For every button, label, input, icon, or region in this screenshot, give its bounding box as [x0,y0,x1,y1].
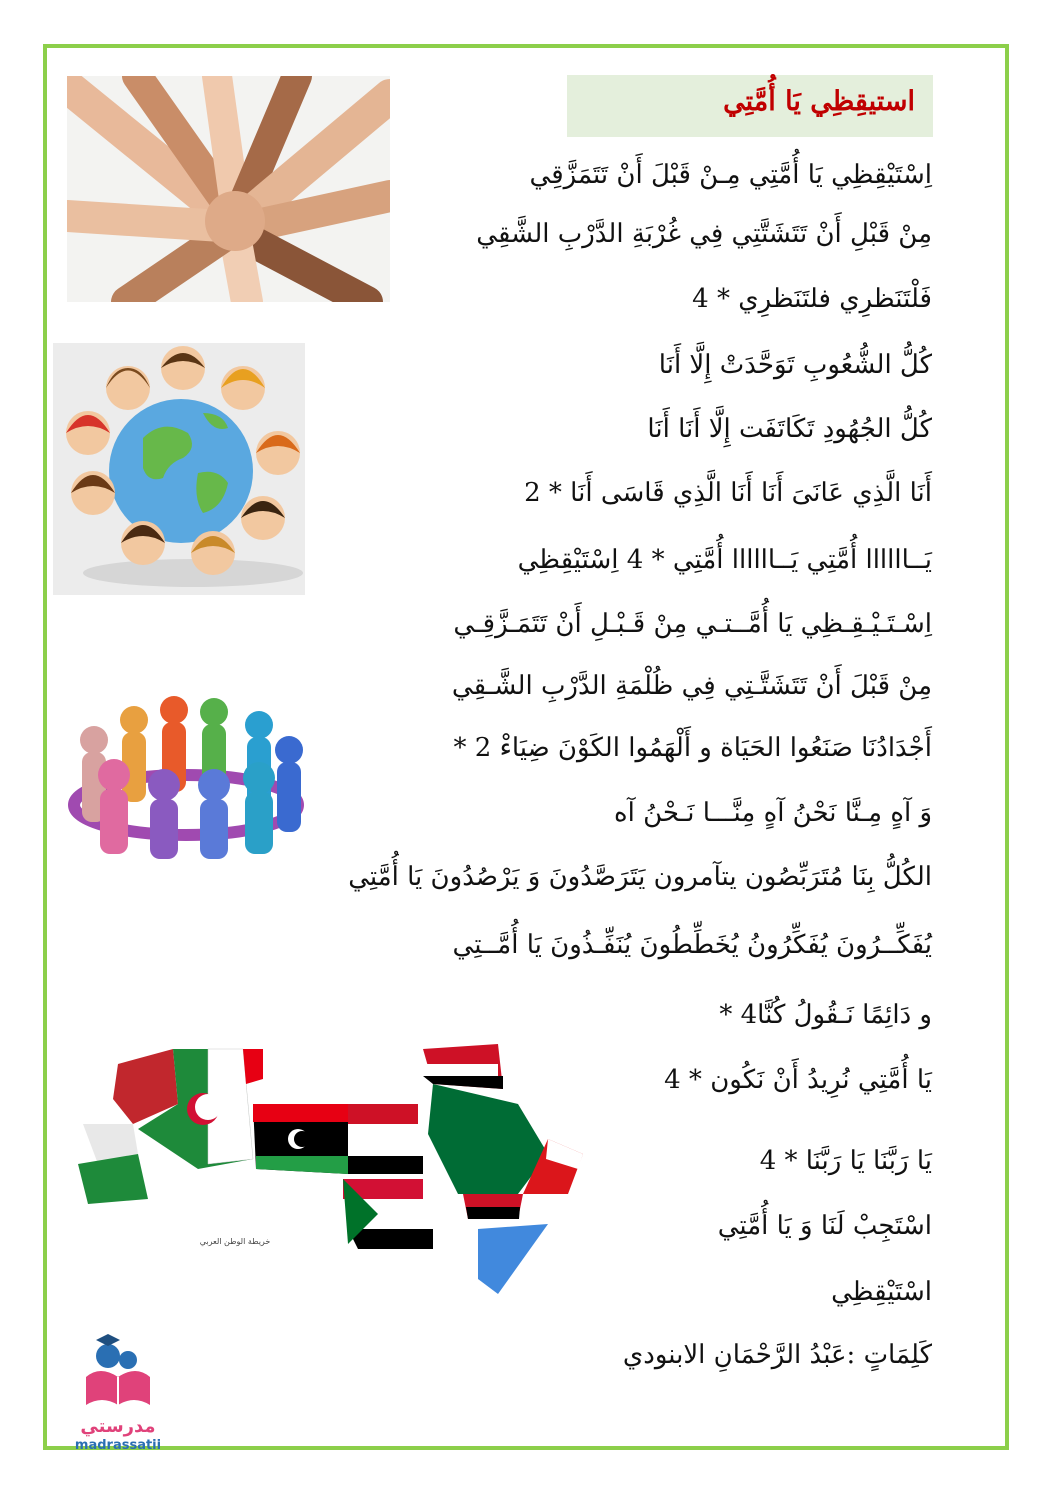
colorful-figures-circle-image [64,690,307,860]
poem-line: اسْتَجِبْ لَنَا وَ يَا أُمَّتِي [717,1211,932,1241]
poem-line: يَا أُمَّتِي نُرِيدُ أَنْ نَكُون * 4 [664,1065,932,1095]
logo-latin-text: madrassatii [74,1438,162,1453]
poem-line: أَجْدَادُنَا صَنَعُوا الحَيَاة و أَلْهَمُوا الكَوْنَ ضِيَاءْ 2 * [453,733,932,763]
children-around-globe-image [53,343,305,595]
poem-line: كُلُّ الشُّعُوبِ تَوَحَّدَتْ إِلَّا أَنَا [658,350,932,380]
poem-line: اِسْـتَـيْـقِـظِي يَا أُمَّــتـي مِنْ قَـبْـلِ أَنْ تَتَمَـزَّقِـي [453,609,932,639]
poem-line: مِنْ قَبْلِ أَنْ تَتَشَتَّتِي فِي غُرْبَةِ الدَّرْبِ الشَّقِي [476,219,932,249]
page-title: استيقِظِي يَا أُمَّتِي [723,86,915,117]
hands-together-image [67,76,390,302]
poem-line: يَــاااااا أُمَّتِي يَــاااااا أُمَّتِي * 4 اِسْتَيْقِظِي [517,545,932,575]
poem-line: كُلُّ الجُهُودِ تَكَاتَفَت إِلَّا أَنَا أَنَا [647,414,932,444]
poem-line: يَا رَبَّنَا يَا رَبَّنَا * 4 [759,1146,932,1176]
logo-arabic-text: مدرستي [80,1416,156,1437]
poem-line: الكُلُّ بِنَا مُتَرَبِّصُون يتآمرون يَتَرَصَّدُونَ وَ يَرْصُدُونَ يَا أُمَّتِي [348,862,932,892]
poem-line: يُفَكِّــرُونَ يُفَكِّرُونُ يُخَطِّطُونَ يُنَفِّـذُونَ يَا أُمَّــتِي [452,930,932,960]
poem-line: وَ آهٍ مِـنَّا نَحْنُ آهٍ مِنَّـــا نَـحْنُ آه [613,798,932,828]
poem-line: فَلْتَنَظرِي فلتَنَظرِي * 4 [692,284,932,314]
map-caption: خريطة الوطن العربي [199,1237,271,1246]
poem-line: اسْتَيْقِظِي [831,1277,932,1307]
poem-line: مِنْ قَبْلَ أَنْ تَتَشَتَّـتِي فِي ظُلْمَةِ الدَّرْبِ الشَّـقِي [451,671,932,701]
poem-author: كَلِمَاتٍ :عَبْدُ الرَّحْمَانِ الابنودي [622,1340,932,1370]
arab-world-flags-map-image [78,1044,588,1304]
poem-line: أَنَا الَّذِي عَانَىَ أَنَا أَنَا الَّذِي قَاسَى أَنَا * 2 [524,478,932,508]
poem-line: و دَائِمًا نَـقُولُ كُنَّا4 * [719,1000,932,1030]
poem-line: اِسْتَيْقِظِي يَا أُمَّتِي مِـنْ قَبْلَ أَنْ تَتَمَزَّقِي [529,160,932,190]
